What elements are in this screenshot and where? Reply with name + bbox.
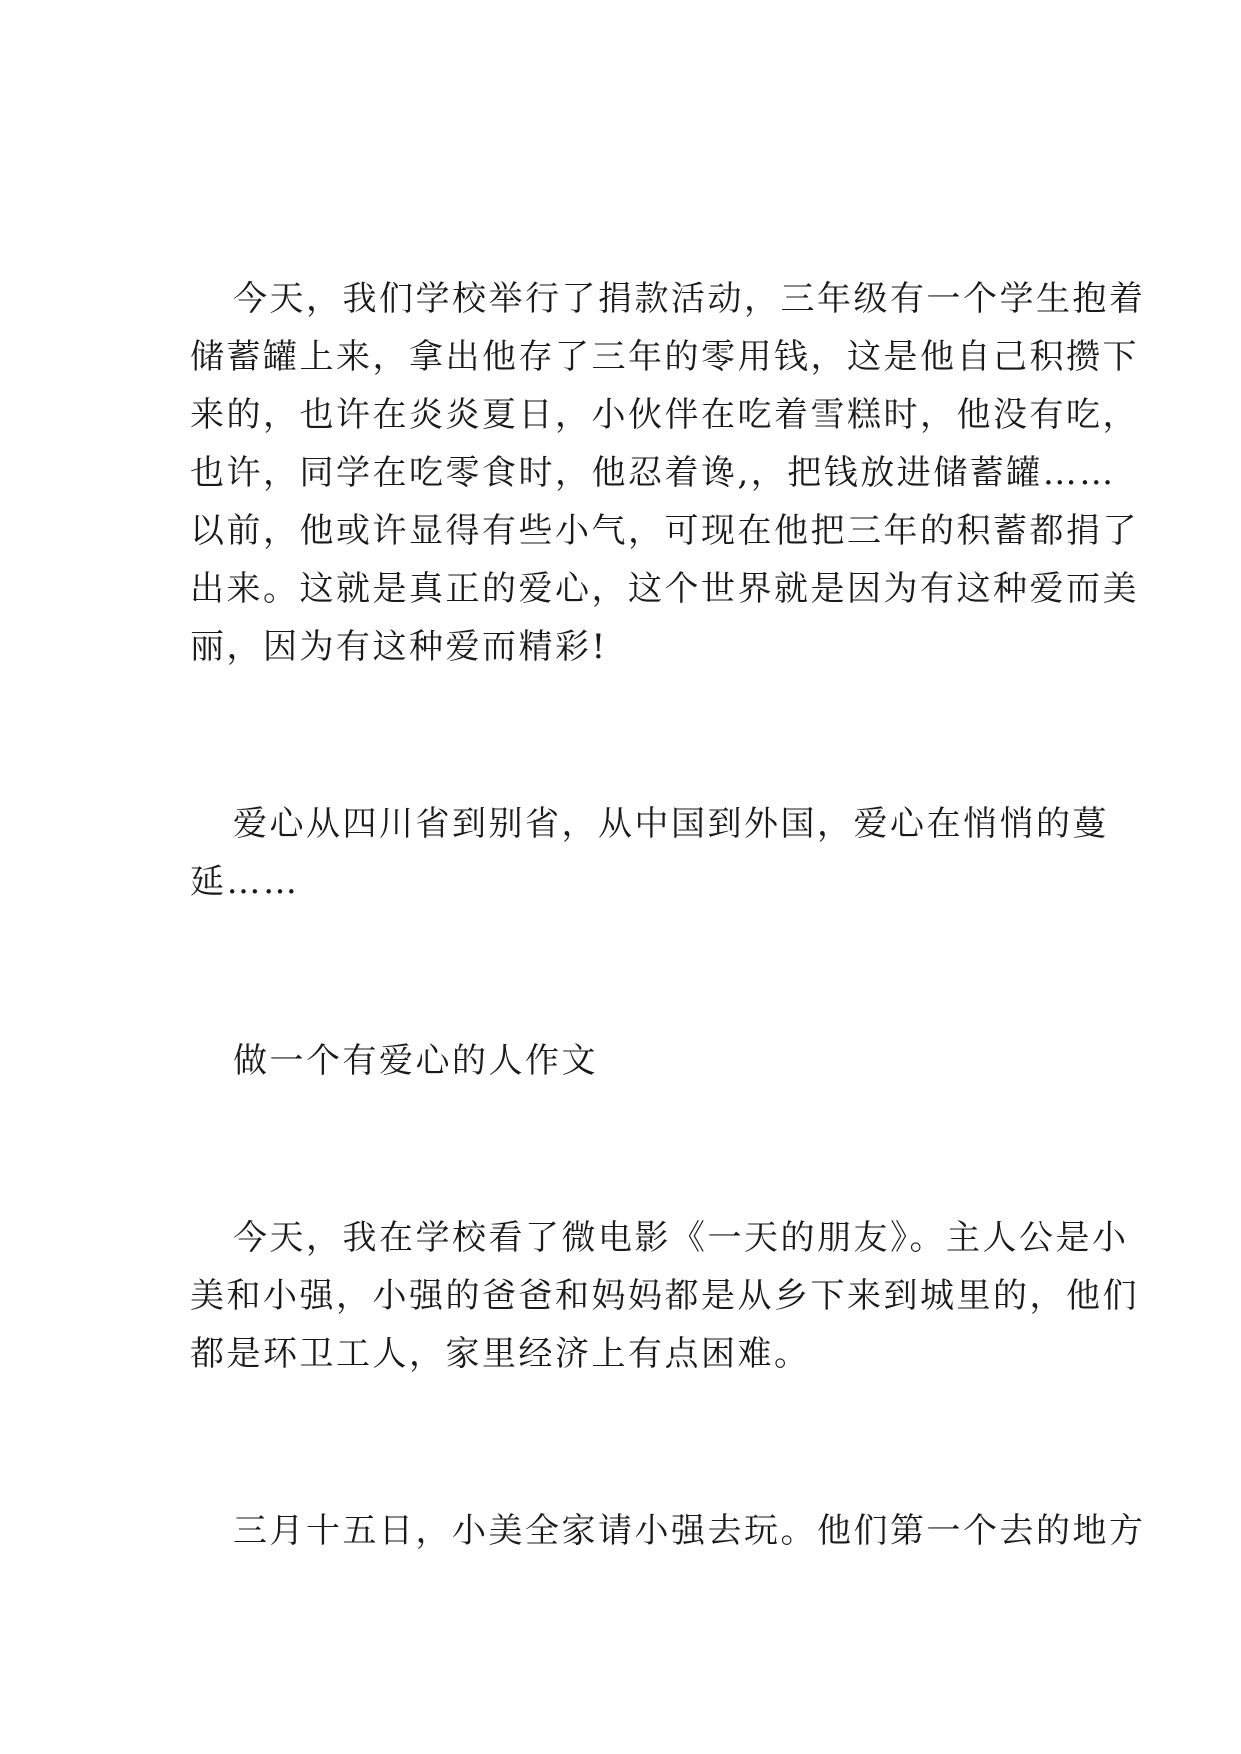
- paragraph-1-line-2: 储蓄罐上来，拿出他存了三年的零用钱，这是他自己积攒下: [190, 337, 1139, 377]
- paragraph-4-line-1: 今天，我在学校看了微电影《一天的朋友》。主人公是小: [233, 1218, 1129, 1258]
- paragraph-1-line-5: 以前，他或许显得有些小气，可现在他把三年的积蓄都捐了: [190, 511, 1139, 551]
- paragraph-1-line-1: 今天，我们学校举行了捐款活动，三年级有一个学生抱着: [233, 279, 1146, 319]
- paragraph-5-line-1: 三月十五日，小美全家请小强去玩。他们第一个去的地方: [233, 1511, 1146, 1551]
- paragraph-4-line-2: 美和小强，小强的爸爸和妈妈都是从乡下来到城里的，他们: [190, 1276, 1139, 1316]
- paragraph-1-line-6: 出来。这就是真正的爱心，这个世界就是因为有这种爱而美: [190, 569, 1139, 609]
- paragraph-2-line-1: 爱心从四川省到别省，从中国到外国，爱心在悄悄的蔓: [233, 804, 1109, 844]
- paragraph-1-line-3: 来的，也许在炎炎夏日，小伙伴在吃着雪糕时，他没有吃，: [190, 395, 1139, 435]
- essay-title: 做一个有爱心的人作文: [233, 1041, 598, 1081]
- paragraph-1-line-7: 丽，因为有这种爱而精彩!: [190, 627, 608, 667]
- paragraph-2-line-2: 延……: [190, 862, 300, 902]
- paragraph-4-line-3: 都是环卫工人，家里经济上有点困难。: [190, 1334, 811, 1374]
- paragraph-1-line-4: 也许，同学在吃零食时，他忍着谗,，把钱放进储蓄罐……: [190, 453, 1116, 493]
